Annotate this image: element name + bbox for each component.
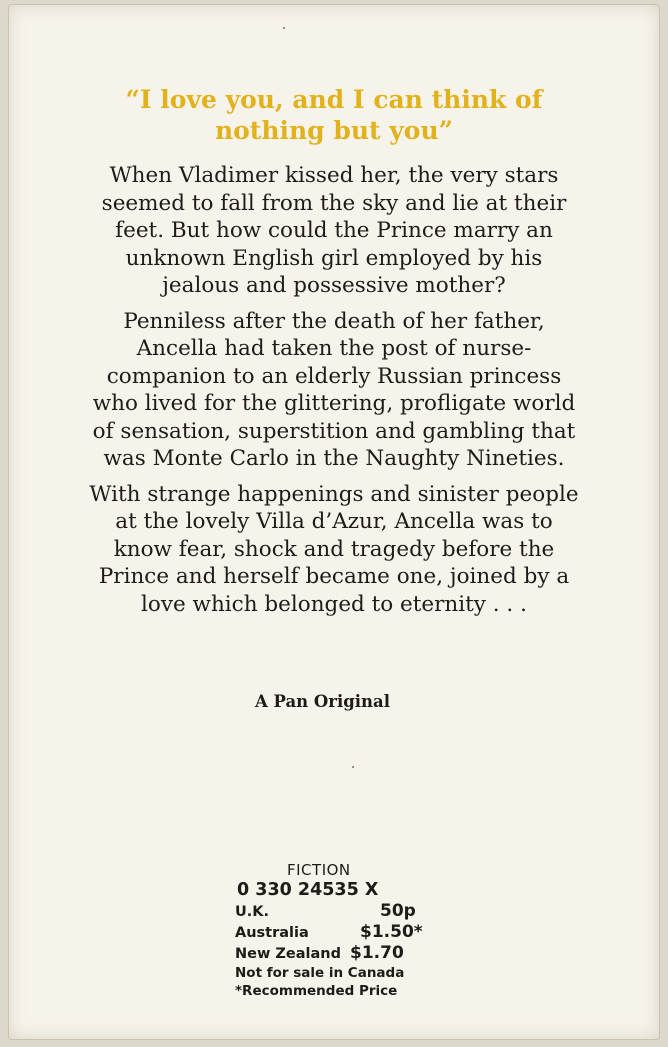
price-amount: $1.70 [350, 943, 404, 963]
recommended-price-note: *Recommended Price [235, 983, 398, 999]
price-amount: $1.50* [360, 922, 423, 942]
price-amount: 50p [380, 901, 416, 921]
blurb-paragraph-1 [0, 162, 668, 300]
blurb-line: Ancella had taken the post of nurse- [136, 336, 532, 361]
imprint-label: A Pan Original [254, 692, 391, 711]
blurb-line: jealous and possessive mother? [162, 273, 506, 298]
blurb-line: at the lovely Villa d’Azur, Ancella was to [115, 509, 553, 534]
blurb-line: unknown English girl employed by his [125, 245, 543, 271]
isbn: 0 330 24535 X [237, 880, 379, 900]
blurb [0, 84, 668, 626]
publication-info [235, 861, 425, 1000]
blurb-line: who lived for the glittering, profligate world [92, 391, 576, 416]
blurb-line: was Monte Carlo in the Naughty Nineties. [103, 446, 565, 471]
price-row-new-zealand [235, 943, 425, 964]
price-region: Australia [235, 925, 309, 941]
tagline-line: “I love you, and I can think of [125, 85, 543, 114]
blurb-paragraph-3 [0, 481, 668, 619]
blurb-paragraph-2 [0, 308, 668, 473]
blurb-line: of sensation, superstition and gambling that [92, 418, 576, 444]
blurb-line: know fear, shock and tragedy before the [113, 536, 555, 562]
tagline-line: nothing but you” [214, 116, 454, 145]
paper-speck [352, 766, 354, 768]
sale-restriction-note: Not for sale in Canada [235, 965, 405, 981]
blurb-line: With strange happenings and sinister people [89, 481, 579, 507]
tagline [0, 84, 668, 146]
blurb-line: love which belonged to eternity . . . [141, 591, 527, 617]
blurb-line: Penniless after the death of her father, [123, 308, 545, 334]
price-row-australia [235, 922, 425, 943]
blurb-line: When Vladimer kissed her, the very stars [109, 163, 559, 188]
category-label: FICTION [287, 861, 351, 879]
blurb-line: seemed to fall from the sky and lie at their [101, 190, 567, 216]
blurb-line: Prince and herself became one, joined by a [98, 564, 570, 589]
blurb-line: companion to an elderly Russian princess [106, 363, 562, 389]
price-region: U.K. [235, 904, 270, 920]
price-region: New Zealand [235, 946, 342, 962]
paper-speck [283, 27, 285, 29]
blurb-line: feet. But how could the Prince marry an [115, 218, 553, 243]
price-row-uk [235, 901, 425, 922]
